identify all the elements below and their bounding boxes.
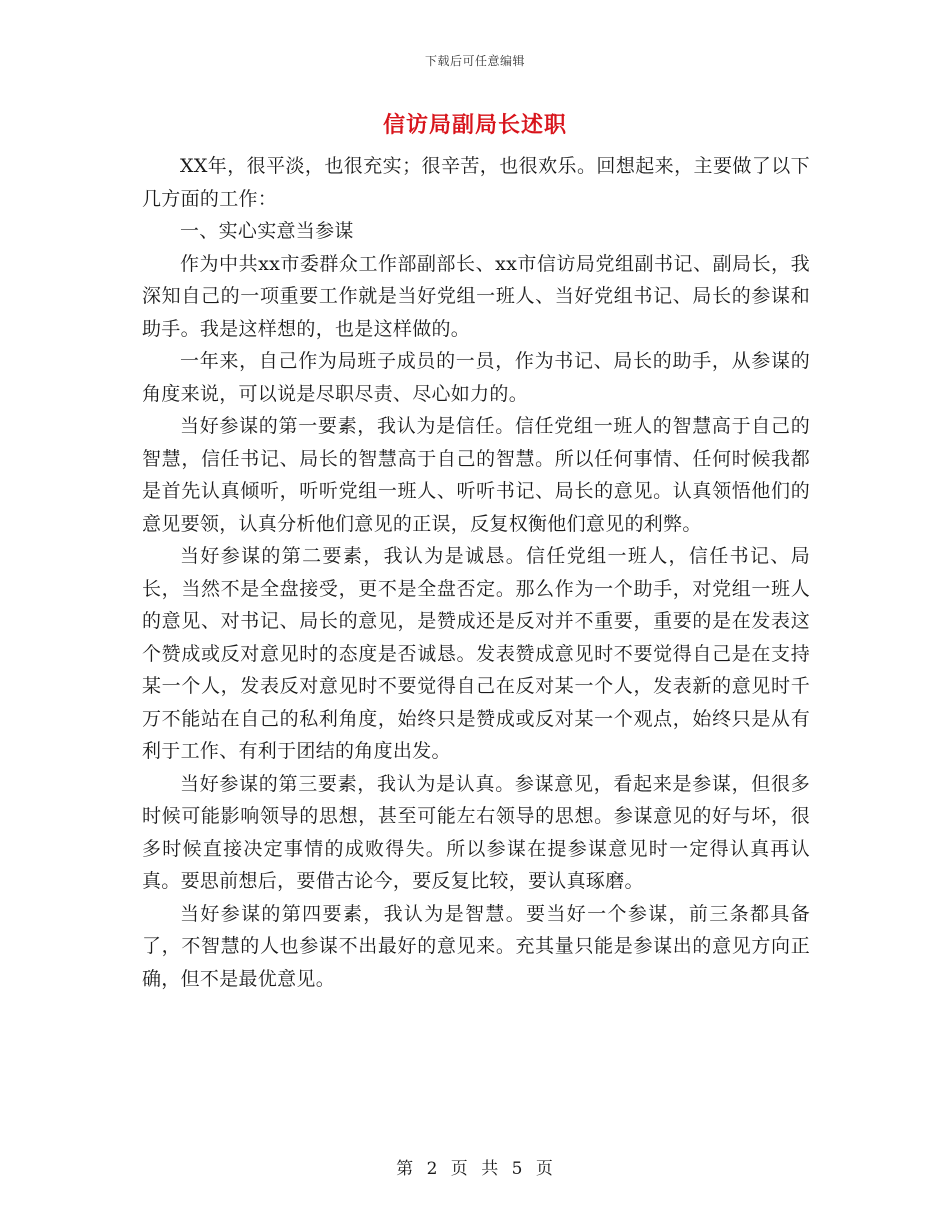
paragraph-first-element: 当好参谋的第一要素，我认为是信任。信任党组一班人的智慧高于自己的智慧，信任书记、局长的智慧高于自己的智慧。所以任何事情、任何时候我都是首先认真倾听，听听党组一班人、听听书记、局长的意见。认真领悟他们的意见要领，认真分析他们意见的正误，反复权衡他们意见的利弊。 [142, 415, 810, 535]
paragraph-third-element: 当好参谋的第三要素，我认为是认真。参谋意见，看起来是参谋，但很多时候可能影响领导的思想，甚至可能左右领导的思想。参谋意见的好与坏，很多时候直接决定事情的成败得失。所以参谋在提参谋意见时一定得认真再认真。要思前想后，要借古论今，要反复比较，要认真琢磨。 [142, 772, 810, 892]
page-number-footer: 第 2 页 共 5 页 [396, 1159, 554, 1179]
document-title: 信访局副局长述职 [382, 112, 567, 138]
paragraph-fourth-element: 当好参谋的第四要素，我认为是智慧。要当好一个参谋，前三条都具备了，不智慧的人也参谋不出最好的意见来。充其量只能是参谋出的意见方向正确，但不是最优意见。 [142, 902, 810, 990]
section-heading-1: 一、实心实意当参谋 [180, 220, 354, 242]
paragraph-second-element: 当好参谋的第二要素，我认为是诚恳。信任党组一班人，信任书记、局长，当然不是全盘接受，更不是全盘否定。那么作为一个助手，对党组一班人的意见、对书记、局长的意见，是赞成还是反对并不重要，重要的是在发表这个赞成或反对意见时的态度是否诚恳。发表赞成意见时不要觉得自己是在支持某一个人，发表反对意见时不要觉得自己在反对某一个人，发表新的意见时千万不能站在自己的私利角度，始终只是赞成或反对某一个观点，始终只是从有利于工作、有利于团结的角度出发。 [142, 545, 810, 762]
document-body [142, 150, 810, 995]
paragraph-year-review: 一年来，自己作为局班子成员的一员，作为书记、局长的助手，从参谋的角度来说，可以说是尽职尽责、尽心如力的。 [142, 350, 810, 405]
paragraph-intro: XX年，很平淡，也很充实；很辛苦，也很欢乐。回想起来，主要做了以下几方面的工作： [142, 155, 810, 210]
page-header-note: 下载后可任意编辑 [424, 54, 525, 68]
paragraph-role: 作为中共xx市委群众工作部副部长、xx市信访局党组副书记、副局长，我深知自己的一项重要工作就是当好党组一班人、当好党组书记、局长的参谋和助手。我是这样想的，也是这样做的。 [142, 252, 810, 340]
